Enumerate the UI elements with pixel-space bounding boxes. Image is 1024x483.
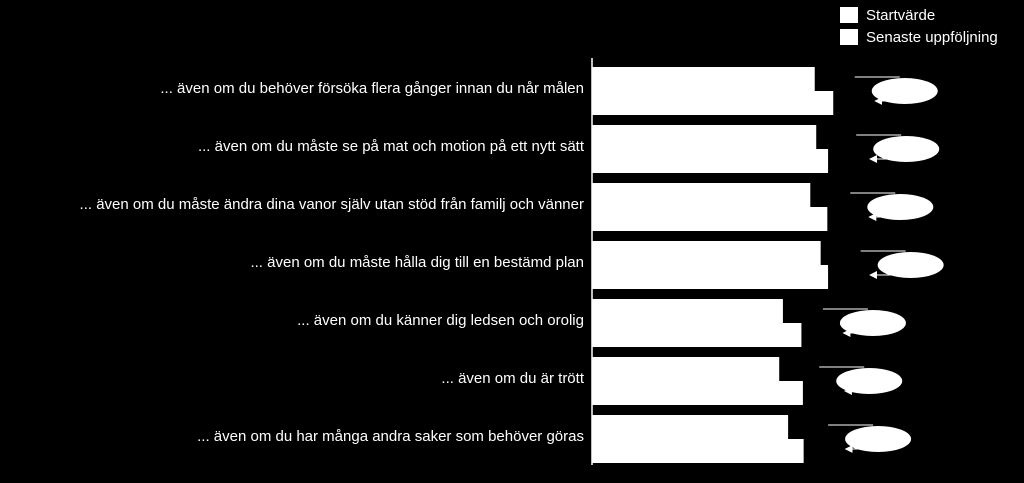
bar-latest xyxy=(592,265,828,289)
category-label: ... även om du behöver försöka flera gånger innan du når målen xyxy=(160,80,584,97)
annotation-ellipse xyxy=(845,426,911,452)
bar-latest xyxy=(592,207,827,231)
category-label: ... även om du är trött xyxy=(441,370,584,387)
data-label-latest: 3,26 xyxy=(837,95,865,111)
legend-swatch-latest xyxy=(840,29,858,45)
bar-latest xyxy=(592,381,803,405)
legend-label-latest: Senaste uppföljning xyxy=(866,28,998,46)
bar-start xyxy=(592,125,816,149)
bar-start xyxy=(592,241,821,265)
annotation-ellipse xyxy=(867,194,933,220)
data-label-start: 2,53 xyxy=(783,361,811,377)
category-label: ... även om du måste ändra dina vanor själv utan stöd från familj och vänner xyxy=(79,196,584,213)
legend-item-latest xyxy=(840,26,998,48)
data-label-latest: 3,19 xyxy=(832,153,860,169)
category-label: ... även om du känner dig ledsen och orolig xyxy=(297,312,584,329)
bar-latest xyxy=(592,439,804,463)
bar-start xyxy=(592,415,788,439)
annotation-ellipse xyxy=(878,252,944,278)
data-label-latest: 3,18 xyxy=(831,211,859,227)
bar-start xyxy=(592,299,783,323)
data-label-start: 2,95 xyxy=(814,187,842,203)
data-label-start: 3,09 xyxy=(824,245,852,261)
data-label-latest: 3,19 xyxy=(832,269,860,285)
data-label-latest: 2,86 xyxy=(807,443,835,459)
legend-label-start: Startvärde xyxy=(866,6,936,24)
annotation-ellipse xyxy=(873,136,939,162)
data-label-start: 3,03 xyxy=(820,129,848,145)
annotation-ellipse xyxy=(872,78,938,104)
legend-item-start xyxy=(840,4,998,26)
bar-start xyxy=(592,357,779,381)
bar-start xyxy=(592,183,810,207)
data-label-start: 2,58 xyxy=(786,303,815,319)
bar-latest xyxy=(592,323,801,347)
category-label: ... även om du måste se på mat och motion på ett nytt sätt xyxy=(197,138,584,155)
data-label-start: 3,01 xyxy=(818,71,846,87)
legend xyxy=(840,4,998,48)
annotation-ellipse xyxy=(840,310,906,336)
data-label-latest: 2,83 xyxy=(805,327,833,343)
bar-latest xyxy=(592,149,828,173)
data-label-latest: 2,85 xyxy=(806,385,835,401)
legend-swatch-start xyxy=(840,7,858,23)
annotation-ellipse xyxy=(836,368,902,394)
bar-latest xyxy=(592,91,833,115)
bar-start xyxy=(592,67,815,91)
category-label: ... även om du måste hålla dig till en bestämd plan xyxy=(250,254,584,271)
data-label-start: 2,65 xyxy=(792,419,820,435)
category-label: ... även om du har många andra saker som behöver göras xyxy=(197,428,584,445)
